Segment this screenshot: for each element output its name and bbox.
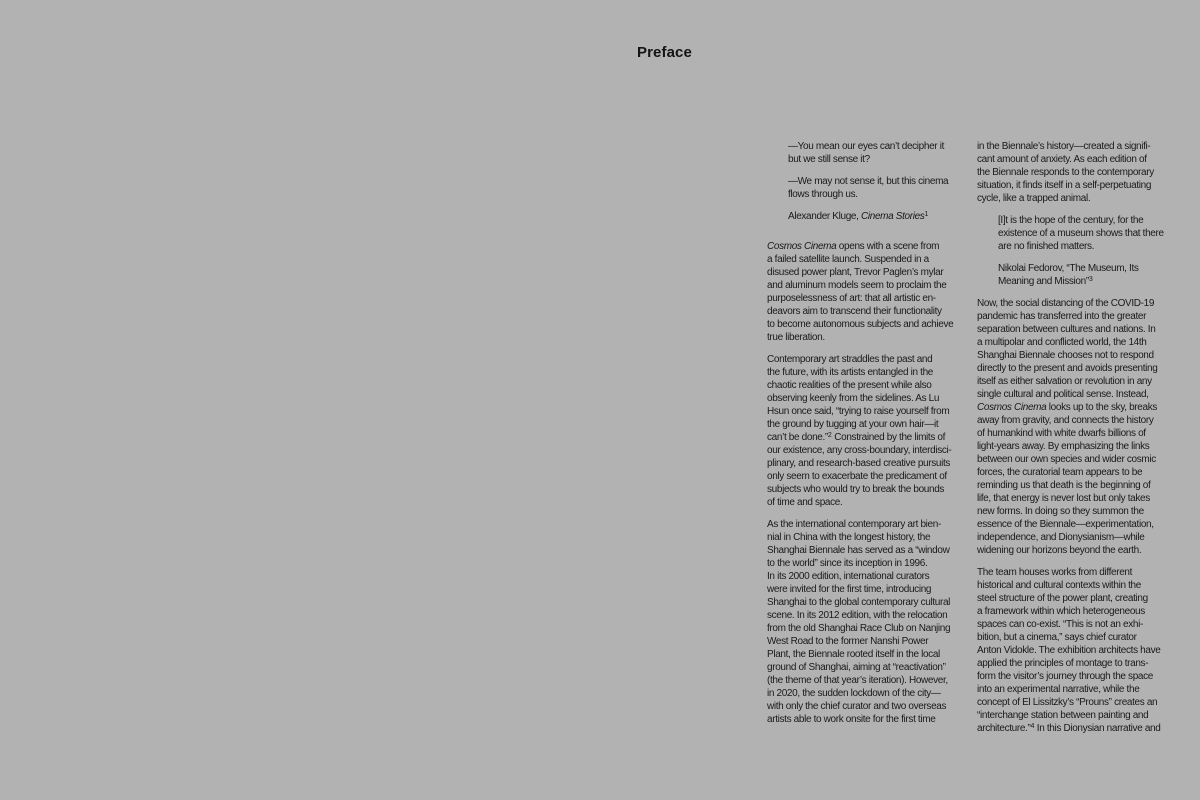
text-line: artists able to work onsite for the first time	[767, 714, 936, 725]
text-line: Plant, the Biennale rooted itself in the local	[767, 649, 940, 660]
text-line: single cultural and political sense. Instead,	[977, 389, 1149, 400]
text-line: scene. In its 2012 edition, with the relocation	[767, 610, 948, 621]
text-line: plinary, and research-based creative pursuits	[767, 458, 951, 469]
text-line: As the international contemporary art bien-	[767, 519, 941, 530]
text-line: from the old Shanghai Race Club on Nanjing	[767, 623, 951, 634]
text-line: West Road to the former Nanshi Power	[767, 636, 929, 647]
text-line: disused power plant, Trevor Paglen’s mylar	[767, 267, 944, 278]
text-line: widening our horizons beyond the earth.	[977, 545, 1142, 556]
text-line: subjects who would try to break the bounds	[767, 484, 945, 495]
text-line: observing keenly from the sidelines. As Lu	[767, 393, 940, 404]
text-line: between our own species and wider cosmic	[977, 454, 1156, 465]
text-line: were invited for the first time, introducing	[767, 584, 932, 595]
text-line: concept of El Lissitzky’s “Prouns” creates an	[977, 697, 1158, 708]
quote-attribution	[977, 262, 1187, 288]
paragraph	[767, 240, 977, 344]
text-line: forces, the curatorial team appears to be	[977, 467, 1143, 478]
text-line: essence of the Biennale—experimentation,	[977, 519, 1154, 530]
text-line: purposelessness of art: that all artistic en-	[767, 293, 936, 304]
text-line: cycle, like a trapped animal.	[977, 193, 1091, 204]
text-line: Meaning and Mission”$^3$	[998, 276, 1093, 287]
text-line: Nikolai Fedorov, “The Museum, Its	[998, 263, 1139, 274]
text-line: situation, it finds itself in a self-perpetuating	[977, 180, 1152, 191]
text-line: directly to the present and avoids presenting	[977, 363, 1158, 374]
text-line: life, that energy is never lost but only takes	[977, 493, 1150, 504]
text-line: light-years away. By emphasizing the links	[977, 441, 1150, 452]
text-line: of time and space.	[767, 497, 843, 508]
epigraph	[767, 175, 977, 201]
text-line: in the Biennale’s history—created a signifi-	[977, 141, 1151, 152]
text-line: but we still sense it?	[788, 154, 870, 165]
text-line: In its 2000 edition, international curators	[767, 571, 930, 582]
text-line: deavors aim to transcend their functionality	[767, 306, 942, 317]
text-line: Cosmos Cinema opens with a scene from	[767, 241, 940, 252]
text-line: independence, and Dionysianism—while	[977, 532, 1145, 543]
epigraph	[767, 140, 977, 166]
text-line: ground of Shanghai, aiming at “reactivation”	[767, 662, 946, 673]
text-line: Contemporary art straddles the past and	[767, 354, 933, 365]
text-line: in 2020, the sudden lockdown of the city—	[767, 688, 941, 699]
text-line: pandemic has transferred into the greater	[977, 311, 1147, 322]
text-line: historical and cultural contexts within the	[977, 580, 1141, 591]
text-line: a multipolar and conflicted world, the 14th	[977, 337, 1147, 348]
text-line: Now, the social distancing of the COVID-19	[977, 298, 1155, 309]
text-line: The team houses works from different	[977, 567, 1133, 578]
text-line: a failed satellite launch. Suspended in a	[767, 254, 929, 265]
paragraph	[977, 566, 1187, 735]
text-line: applied the principles of montage to trans-	[977, 658, 1149, 669]
text-line: (the theme of that year’s iteration). However,	[767, 675, 948, 686]
text-line: —You mean our eyes can’t decipher it	[788, 141, 945, 152]
text-line: the future, with its artists entangled in the	[767, 367, 934, 378]
paragraph	[977, 297, 1187, 557]
text-line: Shanghai to the global contemporary cultural	[767, 597, 951, 608]
text-column-left	[767, 140, 977, 726]
text-line: new forms. In doing so they summon the	[977, 506, 1144, 517]
text-line: Cosmos Cinema looks up to the sky, breaks	[977, 402, 1158, 413]
text-line: a framework within which heterogeneous	[977, 606, 1145, 617]
text-line: Anton Vidokle. The exhibition architects have	[977, 645, 1161, 656]
text-line: —We may not sense it, but this cinema	[788, 176, 949, 187]
text-line: [I]t is the hope of the century, for the	[998, 215, 1144, 226]
text-line: Shanghai Biennale chooses not to respond	[977, 350, 1154, 361]
text-line: of humankind with white dwarfs billions of	[977, 428, 1146, 439]
text-line: are no finished matters.	[998, 241, 1095, 252]
text-line: “interchange station between painting and	[977, 710, 1149, 721]
paragraph	[977, 140, 1187, 205]
text-line: into an experimental narrative, while the	[977, 684, 1140, 695]
text-line: only seem to exacerbate the predicament of	[767, 471, 947, 482]
page-title: Preface	[637, 44, 692, 61]
paragraph	[767, 353, 977, 509]
blockquote	[977, 214, 1187, 253]
text-line: form the visitor’s journey through the space	[977, 671, 1153, 682]
text-line: our existence, any cross-boundary, interdisci-	[767, 445, 952, 456]
epigraph-attribution	[767, 210, 977, 223]
text-line: Hsun once said, “trying to raise yourself from	[767, 406, 950, 417]
text-line: bition, but a cinema,” says chief curator	[977, 632, 1137, 643]
text-line: Shanghai Biennale has served as a “window	[767, 545, 950, 556]
text-line: away from gravity, and connects the history	[977, 415, 1154, 426]
text-line: existence of a museum shows that there	[998, 228, 1164, 239]
text-line: nial in China with the longest history, the	[767, 532, 931, 543]
text-line: steel structure of the power plant, creating	[977, 593, 1148, 604]
text-line: separation between cultures and nations. In	[977, 324, 1156, 335]
text-column-right	[977, 140, 1187, 735]
text-line: and aluminum models seem to proclaim the	[767, 280, 947, 291]
text-line: with only the chief curator and two overseas	[767, 701, 947, 712]
text-line: can’t be done.”$^2$ Constrained by the limits of	[767, 432, 946, 443]
text-line: to become autonomous subjects and achieve	[767, 319, 954, 330]
text-line: spaces can co-exist. “This is not an exhi-	[977, 619, 1143, 630]
text-line: itself as either salvation or revolution in any	[977, 376, 1152, 387]
text-line: the Biennale responds to the contemporary	[977, 167, 1154, 178]
text-line: architecture.”$^4$ In this Dionysian narrative and	[977, 723, 1161, 734]
text-line: reminding us that death is the beginning of	[977, 480, 1151, 491]
text-line: the ground by tugging at your own hair—it	[767, 419, 939, 430]
text-line: to the world” since its inception in 1996.	[767, 558, 928, 569]
text-line: flows through us.	[788, 189, 858, 200]
text-line: cant amount of anxiety. As each edition of	[977, 154, 1147, 165]
text-line: Alexander Kluge, Cinema Stories$^1$	[788, 211, 929, 222]
text-line: chaotic realities of the present while also	[767, 380, 932, 391]
paragraph	[767, 518, 977, 726]
text-line: true liberation.	[767, 332, 825, 343]
